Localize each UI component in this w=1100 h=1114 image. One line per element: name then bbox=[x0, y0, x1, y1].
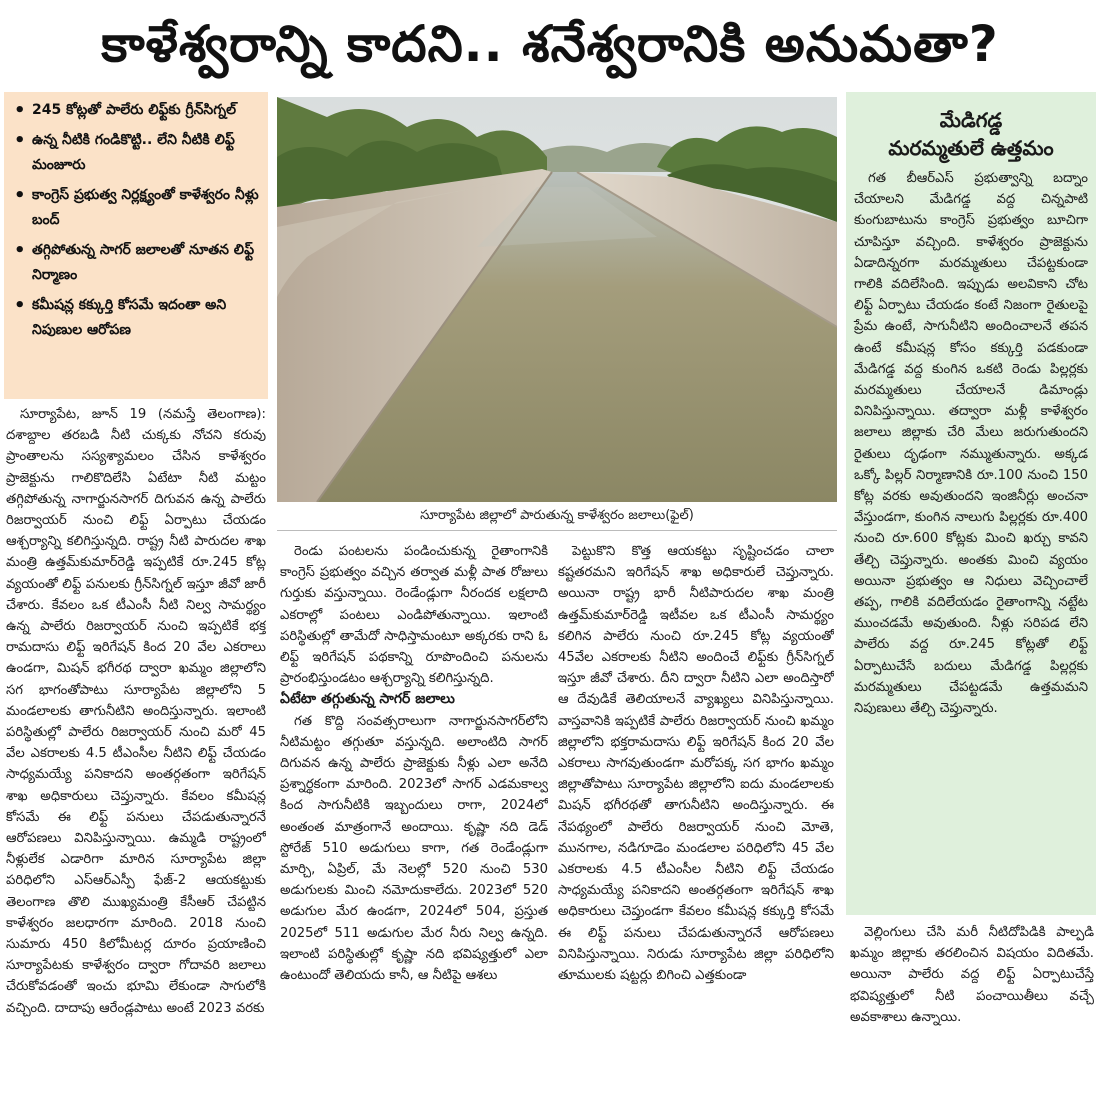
highlight-item: • తగ్గిపోతున్న సాగర్ జలాలతో నూతన లిఫ్ట్ నిర్మాణం bbox=[14, 238, 260, 288]
highlight-item: • కమీషన్ల కక్కుర్తి కోసమే ఇదంతా అని నిపుణుల ఆరోపణ bbox=[14, 293, 260, 343]
article-paragraph: వెల్లింగులు చేసి మరీ నీటిదోపిడికి పాల్పడి ఖమ్మం జిల్లాకు తరలించిన విషయం విదితమే. అయినా పాలేరు వద్ద లిఫ్ట్ ఏర్పాటుచేస్తే భవిష్యత్తులో నీటి పంచాయితీలు వచ్చే అవకాశాలు ఉన్నాయి. bbox=[850, 925, 1094, 1025]
article-column-4 bbox=[850, 922, 1094, 1112]
highlight-item: • ఉన్న నీటికి గండికొట్టి.. లేని నీటికి లిఫ్ట్ మంజూరు bbox=[14, 128, 260, 178]
divider bbox=[277, 530, 837, 531]
article-column-2 bbox=[280, 541, 548, 1112]
sidebar-title-line: మేడిగడ్డ bbox=[939, 108, 1003, 132]
article-paragraph: సూర్యాపేట, జూన్ 19 (నమస్తే తెలంగాణ): దశాబ్దాల తరబడి నీటి చుక్కకు నోచని కరువు ప్రాంతాలను సస్యశ్యామలం చేసిన కాళేశ్వరం ప్రాజెక్టును గాలికొదిలేసి ఏటేటా నీటి మట్టం తగ్గిపోతున్న నాగార్జునసాగర్ దిగువన ఉన్న పాలేరు రిజర్వాయర్ నుంచి లిఫ్ట్ ఏర్పాటు చేయడం ఆశ్చర్యాన్ని కలిగిస్తున్నది. రాష్ట్ర నీటి పారుదల శాఖ మంత్రి ఉత్తమ్‌కుమార్‌రెడ్డి ఇప్పటికే రూ.245 కోట్ల వ్యయంతో లిఫ్ట్ పనులకు గ్రీన్‌సిగ్నల్ ఇస్తూ జీవో జారీ చేశారు. కేవలం ఒక టీఎంసీ నీటి నిల్వ సామర్థ్యం ఉన్న పాలేరు రిజర్వాయర్ నుంచి ఇప్పటికే భక్త రామదాసు లిఫ్ట్ ఇరిగేషన్ కింద 20 వేల ఎకరాలు ఉండగా, మిషన్ భగీరథ ద్వారా ఖమ్మం జిల్లాలోని సగ భాగంతోపాటు సూర్యాపేట జిల్లాలోని 5 మండలాలకు తాగునీటిని అందిస్తున్నారు. ఇలాంటి పరిస్థితుల్లో పాలేరు రిజర్వాయర్ నుంచి మరో 45 వేల ఎకరాలకు 4.5 టీఎంసీల నీటిని లిఫ్ట్ చేయడం సాధ్యమయ్యే పనికాదని అంతర్గతంగా ఇరిగేషన్ శాఖ అధికారులు చెప్తున్నారు. కేవలం కమీషన్ల కోసమే ఈ లిఫ్ట్ పనులు చేపడుతున్నారనే ఆరోపణలు వినిపిస్తున్నాయి. ఉమ్మడి రాష్ట్రంలో నీళ్లులేక ఎడారిగా మారిన సూర్యాపేట జిల్లా పరిధిలోని ఎస్‌ఆర్‌ఎస్పీ ఫేజ్-2 ఆయకట్టుకు తెలంగాణ తొలి ముఖ్యమంత్రి కేసీఆర్ చేపట్టిన కాళేశ్వరం జలధారగా మారింది. 2018 నుంచి సుమారు 450 కిలోమీటర్ల దూరం ప్రయాణించి సూర్యాపేటకు కాళేశ్వరం ద్వారా గోదావరి జలాలు చేరుకోవడంతో ఇంచు భూమి లేకుండా సాగులోకి వచ్చింది. దాదాపు ఆరేండ్లపాటు అంటే 2023 వరకు bbox=[6, 407, 266, 1016]
sidebar-box bbox=[846, 92, 1096, 915]
sidebar-title bbox=[854, 106, 1088, 162]
highlight-item: • 245 కోట్లతో పాలేరు లిఫ్ట్‌కు గ్రీన్‌సిగ్నల్ bbox=[14, 98, 260, 123]
article-paragraph: రెండు పంటలను పండించుకున్న రైతాంగానికి కాంగ్రెస్ ప్రభుత్వం వచ్చిన తర్వాత మళ్లీ పాత రోజులు గుర్తుకు వస్తున్నాయి. రెండేండ్లుగా నీరందక లక్షలాది ఎకరాల్లో పంటలు ఎండిపోతున్నాయి. ఇలాంటి పరిస్థితుల్లో తామేదో సాధిస్తామంటూ అక్కరకు రాని ఓ లిఫ్ట్ ఇరిగేషన్ పథకాన్ని రూపొందించి పనులను ప్రారంభిస్తుండటం ఆశ్చర్యాన్ని కలిగిస్తున్నది. bbox=[280, 544, 548, 687]
article-paragraph: గత కొద్ది సంవత్సరాలుగా నాగార్జునసాగర్‌లోని నీటిమట్టం తగ్గుతూ వస్తున్నది. అలాంటిది సాగర్ దిగువన ఉన్న పాలేరు ప్రాజెక్టుకు నీళ్లు ఎలా అనేది ప్రశ్నార్థకంగా మారింది. 2023లో సాగర్ ఎడమకాల్వ కింద సాగునీటికి ఇబ్బందులు రాగా, 2024లో అంతంత మాత్రంగానే అందాయి. కృష్ణా నది డెడ్ స్టోరేజ్ 510 అడుగులు కాగా, గత రెండేండ్లుగా మార్చి, ఏప్రిల్, మే నెలల్లో 520 నుంచి 530 అడుగులకు మించి నమోదుకాలేదు. 2023లో 520 అడుగుల మేర ఉండగా, 2024లో 504, ప్రస్తుత 2025లో 511 అడుగుల మేర నీరు నిల్వ ఉన్నది. ఇలాంటి పరిస్థితుల్లో కృష్ణా నది భవిష్యత్తులో ఎలా ఉంటుందో తెలియదు కానీ, ఆ నీటిపై ఆశలు bbox=[280, 713, 548, 984]
article-column-3 bbox=[558, 541, 834, 1112]
canal-photo bbox=[277, 97, 837, 502]
highlight-item: • కాంగ్రెస్ ప్రభుత్వ నిర్లక్ష్యంతో కాళేశ్వరం నీళ్లు బంద్ bbox=[14, 183, 260, 233]
highlights-box bbox=[4, 92, 268, 399]
article-paragraph: పెట్టుకొని కొత్త ఆయకట్టు సృష్టించడం చాలా కష్టతరమని ఇరిగేషన్ శాఖ అధికారులే చెప్తున్నారు. అయినా రాష్ట్ర భారీ నీటిపారుదల శాఖ మంత్రి ఉత్తమ్‌కుమార్‌రెడ్డి ఇటీవల ఒక టీఎంసీ సామర్థ్యం కలిగిన పాలేరు నుంచి రూ.245 కోట్ల వ్యయంతో 45వేల ఎకరాలకు నీటిని అందించే లిఫ్ట్‌కు గ్రీన్‌సిగ్నల్ ఇస్తూ జీవో చేశారు. దీని ద్వారా నీటిని ఎలా అందిస్తారో ఆ దేవుడికే తెలియాలనే వ్యాఖ్యలు వినిపిస్తున్నాయి. వాస్తవానికి ఇప్పటికే పాలేరు రిజర్వాయర్ నుంచి ఖమ్మం జిల్లాలోని భక్తరామదాసు లిఫ్ట్ ఇరిగేషన్ కింద 20 వేల ఎకరాలు సాగవుతుండగా మరోపక్క సగ భాగం ఖమ్మం జిల్లాతోపాటు సూర్యాపేట జిల్లాలోని ఐదు మండలాలకు మిషన్ భగీరథతో తాగునీటిని అందిస్తున్నారు. ఈ నేపథ్యంలో పాలేరు రిజర్వాయర్ నుంచి మోతె, మునగాల, నడిగూడెం మండలాల పరిధిలోని 45 వేల ఎకరాలకు 4.5 టీఎంసీల నీటిని లిఫ్ట్ చేయడం సాధ్యమయ్యే పనికాదని అంతర్గతంగా ఇరిగేషన్ శాఖ అధికారులు చెప్తుండగా కేవలం కమీషన్ల కక్కుర్తి కోసమే ఈ లిఫ్ట్ పనులు చేపడుతున్నారనే ఆరోపణలు వినిపిస్తున్నాయి. నిరుడు సూర్యాపేట జిల్లా పరిధిలోని తూములకు షట్టర్లు బిగించి ఎత్తకుండా bbox=[558, 544, 834, 984]
headline: కాళేశ్వరాన్ని కాదని.. శనేశ్వరానికి అనుమతా? bbox=[101, 15, 999, 73]
article-column-1 bbox=[6, 404, 266, 1112]
sidebar-text: గత బీఆర్‌ఎస్ ప్రభుత్వాన్ని బద్నాం చేయాలని మేడిగడ్డ వద్ద చిన్నపాటి కుంగుబాటును కాంగ్రెస్ ప్రభుత్వం బూచిగా చూపిస్తూ వచ్చింది. కాళేశ్వరం ప్రాజెక్టును ఏడాదిన్నరగా మరమ్మతులు చేపట్టకుండా గాలికి వదిలేసింది. ఇప్పుడు అలవికాని చోట లిఫ్ట్ ఏర్పాటు చేయడం కంటే నిజంగా రైతులపై ప్రేమ ఉంటే, సాగునీటిని అందించాలనే తపన ఉంటే కమీషన్ల కోసం కక్కుర్తి పడకుండా మేడిగడ్డ వద్ద కుంగిన ఒకటి రెండు పిల్లర్లకు మరమ్మతులు చేయాలనే డిమాండ్లు వినిపిస్తున్నాయి. తద్వారా మళ్లీ కాళేశ్వరం జలాలు జిల్లాకు చేరి మేలు జరుగుతుందని రైతులు దృఢంగా నమ్ముతున్నారు. అక్కడ ఒక్కో పిల్లర్ నిర్మాణానికి రూ.100 నుంచి 150 కోట్ల వరకు అవుతుందని ఇంజినీర్లు అంచనా వేస్తుండగా, కుంగిన నాలుగు పిల్లర్లకు రూ.400 నుంచి రూ.600 కోట్లకు మించి ఖర్చు కావని తేల్చి చెప్తున్నారు. అంతకు మించి వ్యయం అయినా ప్రభుత్వం ఆ నిధులు వెచ్చించాలే తప్ప, గాలికి వదిలేయడం రైతాంగాన్ని నట్టేట ముంచడమే అవుతుంది. నీళ్లు సరిపడ లేని పాలేరు వద్ద రూ.245 కోట్లతో లిఫ్ట్ ఏర్పాటుచేసే బదులు మేడిగడ్డ పిల్లర్లకు మరమ్మతులు చేపట్టడమే ఉత్తమమని నిపుణులు తేల్చి చెప్తున్నారు. bbox=[854, 171, 1088, 717]
canal-photo-image bbox=[277, 97, 837, 502]
sidebar-title-line: మరమ్మతులే ఉత్తమం bbox=[888, 136, 1054, 160]
subheading: ఏటేటా తగ్గుతున్న సాగర్ జలాలు bbox=[280, 691, 455, 708]
photo-caption: సూర్యాపేట జిల్లాలో పారుతున్న కాళేశ్వరం జలాలు(ఫైల్) bbox=[420, 508, 694, 523]
